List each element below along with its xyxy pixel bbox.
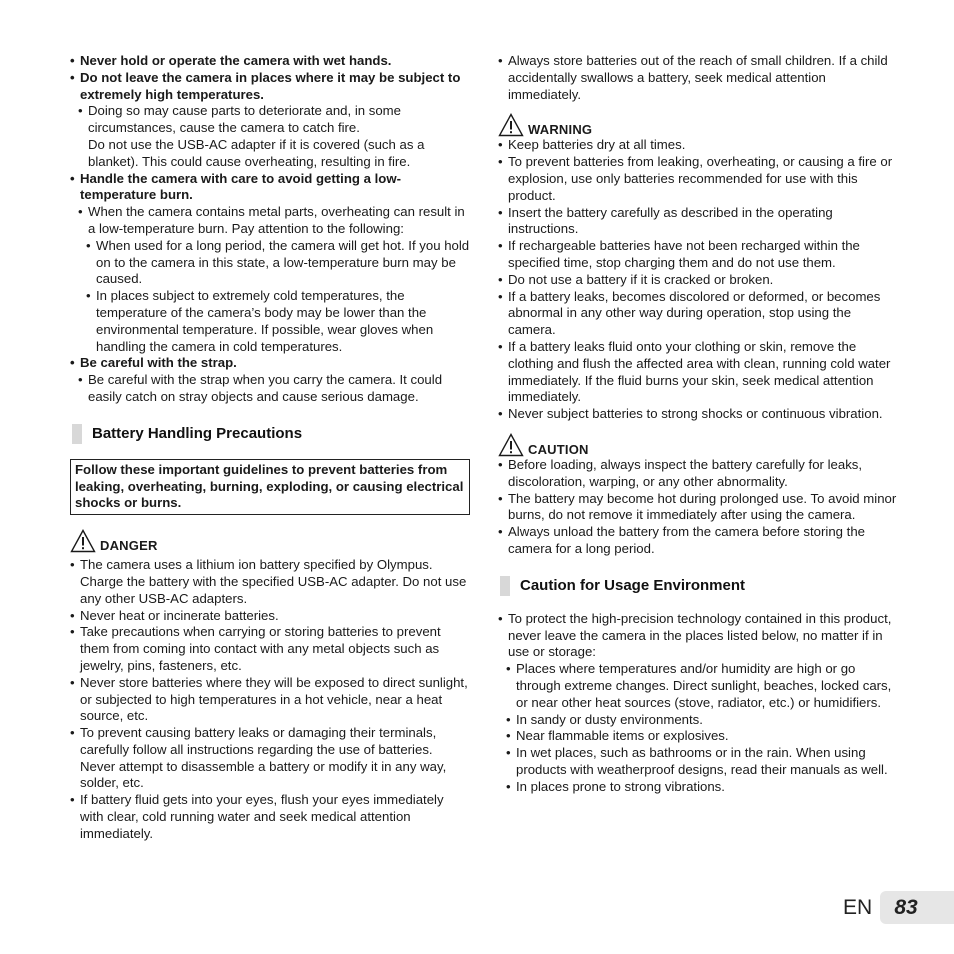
list-item: • In wet places, such as bathrooms or in the rain. When using products with weatherproof designs, read their manuals as well.	[506, 745, 898, 779]
list-item: • Always unload the battery from the camera before storing the camera for a long period.	[498, 524, 898, 558]
list-item: • Handle the camera with care to avoid getting a low-temperature burn.	[70, 171, 470, 205]
section-title: Caution for Usage Environment	[520, 576, 746, 594]
list-item: • The battery may become hot during prolonged use. To avoid minor burns, do not remove it immediately after using the camera.	[498, 491, 898, 525]
list-item: • In places prone to strong vibrations.	[506, 779, 898, 796]
list-item: • To protect the high-precision technology contained in this product, never leave the camera in the places listed below, no matter if in use or storage:	[498, 611, 898, 661]
battery-notice-box: Follow these important guidelines to prevent batteries from leaking, overheating, burning, exploding, or causing electrical shocks or burns.	[70, 459, 470, 515]
warning-triangle-icon	[70, 529, 96, 553]
list-item: • If a battery leaks fluid onto your clothing or skin, remove the clothing and flush the affected area with clean, running cold water immediately. If the fluid burns your skin, seek medical attention immediately.	[498, 339, 898, 406]
list-item: • Doing so may cause parts to deteriorate and, in some circumstances, cause the camera to catch fire.	[78, 103, 470, 137]
list-item: • In sandy or dusty environments.	[506, 712, 898, 729]
list-item: • If rechargeable batteries have not been recharged within the specified time, stop charging them and do not use them.	[498, 238, 898, 272]
page-number: 83	[894, 896, 918, 919]
list-item: • Never hold or operate the camera with wet hands.	[70, 53, 470, 70]
section-heading-environment	[498, 576, 898, 596]
caution-heading	[498, 431, 898, 457]
list-item-continuation: Do not use the USB-AC adapter if it is covered (such as a blanket). This could cause overheating, resulting in fire.	[88, 136, 425, 169]
list-item: • In places subject to extremely cold temperatures, the temperature of the camera’s body may be lower than the environmental temperature. If possible, wear gloves when handling the camera in cold temperatures.	[86, 288, 470, 355]
list-item: • Always store batteries out of the reach of small children. If a child accidentally swallows a battery, seek medical attention immediately.	[498, 53, 898, 103]
list-item: • Be careful with the strap when you carry the camera. It could easily catch on stray objects and cause serious damage.	[78, 372, 470, 406]
left-column	[70, 53, 470, 843]
list-item: • If battery fluid gets into your eyes, flush your eyes immediately with clear, cold running water and seek medical attention immediately.	[70, 792, 470, 842]
warning-label: WARNING	[528, 122, 593, 138]
list-item: • To prevent causing battery leaks or damaging their terminals, carefully follow all instructions regarding the use of batteries. Never attempt to disassemble a battery or modify it in any way, solder, etc.	[70, 725, 470, 792]
section-heading-battery	[70, 424, 470, 444]
list-item: • Keep batteries dry at all times.	[498, 137, 898, 154]
section-marker	[72, 424, 82, 444]
danger-heading	[70, 527, 470, 553]
list-item: • Never heat or incinerate batteries.	[70, 608, 470, 625]
list-item: • Never store batteries where they will be exposed to direct sunlight, or subjected to high temperatures in a hot vehicle, near a heat source, etc.	[70, 675, 470, 725]
list-item: • If a battery leaks, becomes discolored or deformed, or becomes abnormal in any other way during operation, stop using the camera.	[498, 289, 898, 339]
list-item: • Do not leave the camera in places where it may be subject to extremely high temperatures.	[70, 70, 470, 104]
list-item: • When used for a long period, the camera will get hot. If you hold on to the camera in this state, a low-temperature burn may be caused.	[86, 238, 470, 288]
right-column	[498, 53, 898, 795]
list-item: • Before loading, always inspect the battery carefully for leaks, discoloration, warping, or any other abnormality.	[498, 457, 898, 491]
section-title: Battery Handling Precautions	[92, 424, 303, 442]
list-item: • Near flammable items or explosives.	[506, 728, 898, 745]
warning-heading	[498, 111, 898, 137]
warning-triangle-icon	[498, 113, 524, 137]
language-label: EN	[843, 896, 873, 919]
warning-triangle-icon	[498, 433, 524, 457]
list-item: • The camera uses a lithium ion battery specified by Olympus. Charge the battery with the specified USB-AC adapter. Do not use any other USB-AC adapters.	[70, 557, 470, 607]
list-item: • Never subject batteries to strong shocks or continuous vibration.	[498, 406, 898, 423]
page-number-box	[880, 891, 954, 924]
section-marker	[500, 576, 510, 596]
list-item: • Insert the battery carefully as described in the operating instructions.	[498, 205, 898, 239]
list-item: • To prevent batteries from leaking, overheating, or causing a fire or explosion, use only batteries recommended for use with this product.	[498, 154, 898, 204]
danger-label: DANGER	[100, 538, 158, 554]
list-item: • Places where temperatures and/or humidity are high or go through extreme changes. Direct sunlight, beaches, locked cars, or near other heat sources (stove, radiator, etc.) or humidifiers.	[506, 661, 898, 711]
list-item: • Do not use a battery if it is cracked or broken.	[498, 272, 898, 289]
caution-label: CAUTION	[528, 441, 589, 457]
list-item: • When the camera contains metal parts, overheating can result in a low-temperature burn. Pay attention to the following:	[78, 204, 470, 238]
list-item: • Take precautions when carrying or storing batteries to prevent them from coming into contact with any metal objects such as jewelry, pins, fasteners, etc.	[70, 624, 470, 674]
list-item: • Be careful with the strap.	[70, 355, 470, 372]
